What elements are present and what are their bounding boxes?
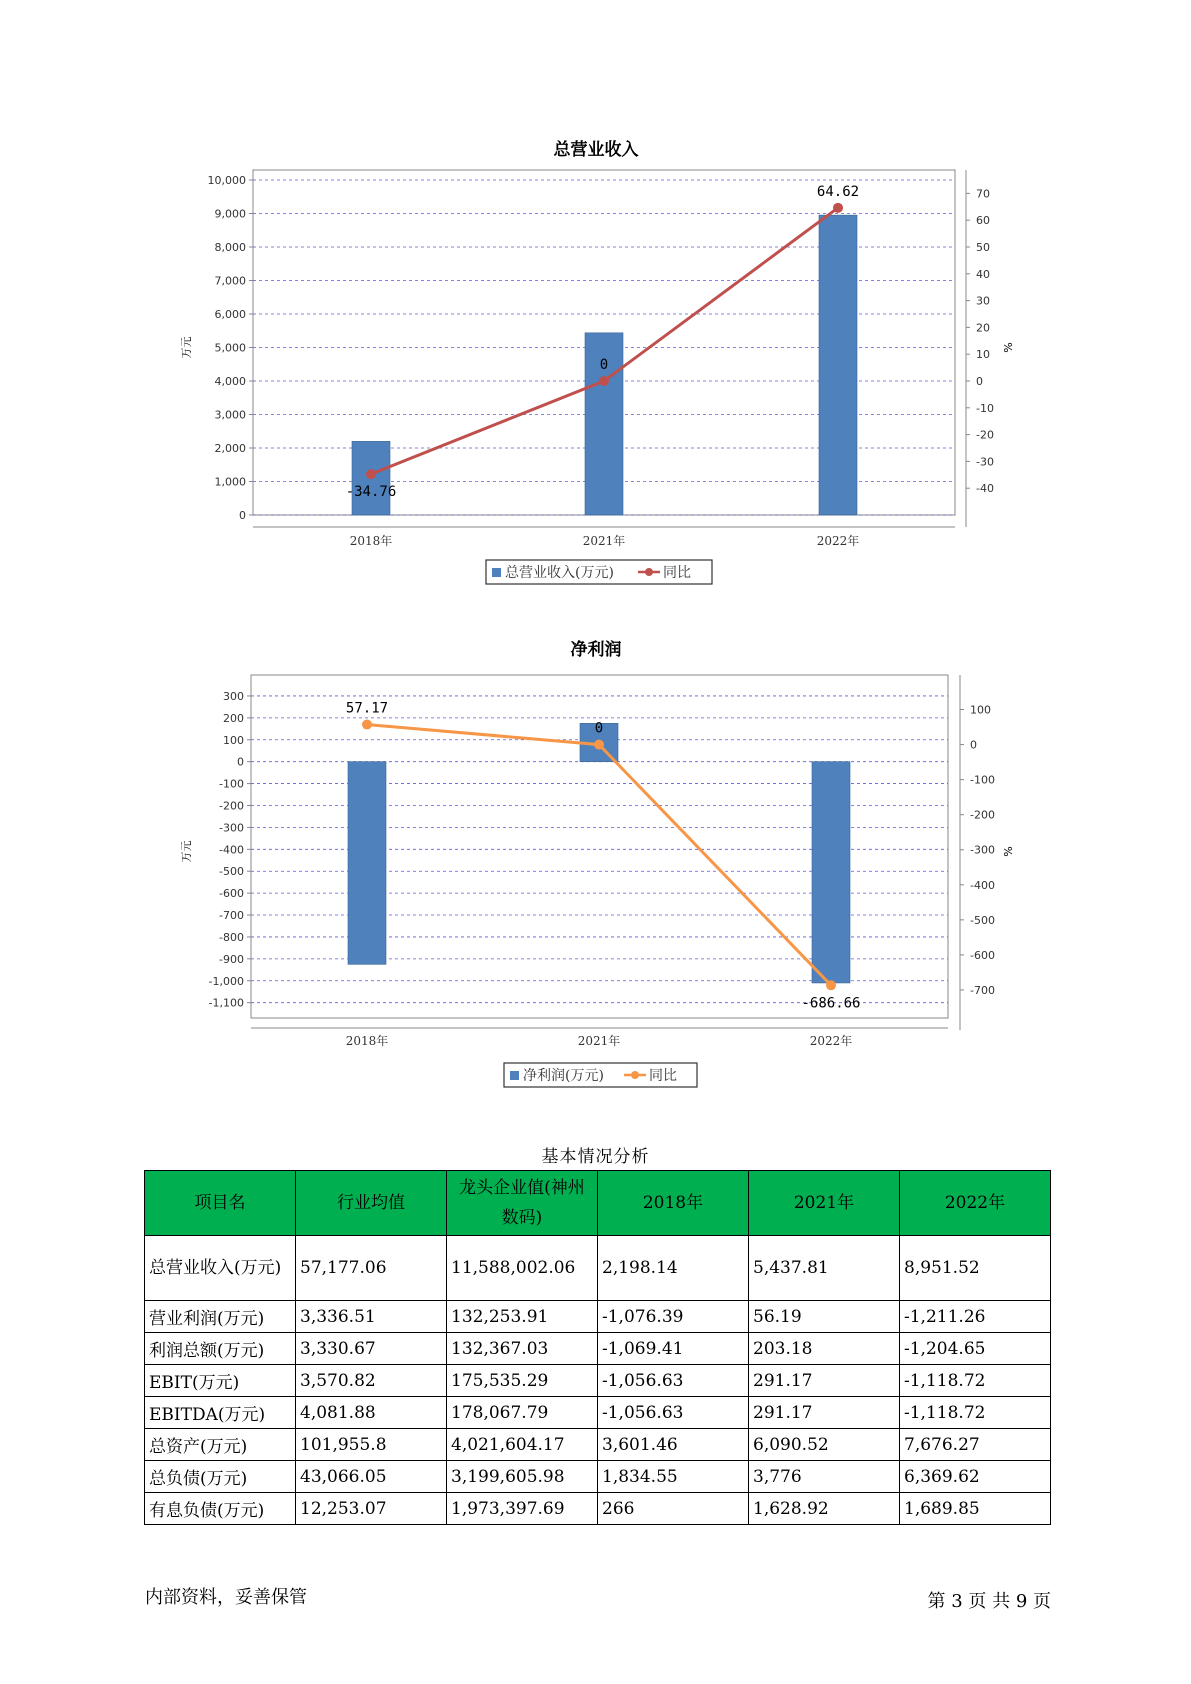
y2-tick-label: -500 — [970, 913, 995, 927]
line-point — [599, 376, 609, 386]
table-cell: 7,676.27 — [900, 1429, 1051, 1461]
y-tick-label: -100 — [219, 777, 244, 791]
legend-bar-swatch — [492, 568, 501, 577]
table-cell: 11,588,002.06 — [447, 1236, 598, 1301]
data-label: 64.62 — [816, 183, 860, 200]
table-cell: 3,330.67 — [296, 1333, 447, 1365]
y-tick-label: -600 — [219, 887, 244, 901]
legend-line-label: 同比 — [649, 1068, 677, 1084]
table-cell: 1,973,397.69 — [447, 1493, 598, 1525]
table-cell: 3,336.51 — [296, 1301, 447, 1333]
table-cell: 利润总额(万元) — [145, 1333, 296, 1365]
table-cell: 101,955.8 — [296, 1429, 447, 1461]
y2-tick-label: 70 — [976, 187, 990, 201]
x-tick-label: 2021年 — [582, 534, 626, 548]
line-point — [366, 469, 376, 479]
data-label: 57.17 — [345, 700, 389, 717]
header-industry-avg: 行业均值 — [296, 1171, 447, 1236]
y-tick-label: 100 — [223, 733, 244, 747]
data-label: -34.76 — [345, 484, 397, 501]
table-cell: 291.17 — [749, 1365, 900, 1397]
table-cell: -1,069.41 — [598, 1333, 749, 1365]
chart-svg — [0, 630, 1191, 1090]
chart-legend — [486, 560, 712, 584]
footer-page-number: 第 3 页 共 9 页 — [927, 1591, 1051, 1612]
legend-line-marker — [645, 568, 653, 576]
y2-tick-label: -700 — [970, 983, 995, 997]
y2-tick-label: -30 — [976, 455, 994, 469]
table-row — [145, 1461, 1051, 1493]
y-tick-label: 3,000 — [214, 408, 246, 422]
table-cell: 5,437.81 — [749, 1236, 900, 1301]
table-row — [145, 1365, 1051, 1397]
table-cell: 291.17 — [749, 1397, 900, 1429]
header-item-name: 项目名 — [145, 1171, 296, 1236]
y2-axis-label: % — [1001, 846, 1014, 857]
table-cell: 3,601.46 — [598, 1429, 749, 1461]
line-point — [833, 203, 843, 213]
table-cell: 6,369.62 — [900, 1461, 1051, 1493]
table-cell: 132,253.91 — [447, 1301, 598, 1333]
y-tick-label: 5,000 — [214, 341, 246, 355]
chart-svg — [0, 130, 1191, 600]
net-profit-chart — [0, 630, 1191, 1090]
y-tick-label: 2,000 — [214, 442, 246, 455]
y2-tick-label: 0 — [976, 375, 983, 388]
basic-info-table — [144, 1170, 1051, 1525]
chart-legend — [504, 1063, 697, 1087]
table-cell: 56.19 — [749, 1301, 900, 1333]
header-2021: 2021年 — [749, 1171, 900, 1236]
table-row — [145, 1493, 1051, 1525]
y-tick-label: -1,100 — [208, 996, 244, 1010]
y-tick-label: -500 — [219, 865, 244, 879]
data-label: -686.66 — [801, 995, 861, 1012]
table-cell: -1,118.72 — [900, 1397, 1051, 1429]
table-cell: 57,177.06 — [296, 1236, 447, 1301]
table-row — [145, 1429, 1051, 1461]
table-cell: -1,211.26 — [900, 1301, 1051, 1333]
bar — [812, 762, 850, 983]
table-row — [145, 1397, 1051, 1429]
y-tick-label: 7,000 — [214, 274, 246, 288]
legend-line-label: 同比 — [663, 565, 691, 581]
y-tick-label: -1,000 — [208, 974, 244, 988]
y-tick-label: 10,000 — [207, 174, 246, 187]
y-tick-label: 6,000 — [214, 308, 246, 321]
table-row — [145, 1333, 1051, 1365]
y2-tick-label: 100 — [970, 703, 991, 717]
y2-tick-label: 20 — [976, 321, 990, 335]
line-point — [362, 720, 372, 730]
table-cell: 营业利润(万元) — [145, 1301, 296, 1333]
x-tick-label: 2022年 — [809, 1034, 853, 1048]
y-tick-label: -200 — [219, 799, 244, 813]
line-point — [594, 740, 604, 750]
table-cell: 3,199,605.98 — [447, 1461, 598, 1493]
y2-tick-label: 10 — [976, 348, 990, 362]
table-cell: 203.18 — [749, 1333, 900, 1365]
x-tick-label: 2018年 — [345, 1034, 389, 1048]
data-label: 0 — [594, 720, 604, 737]
table-cell: 6,090.52 — [749, 1429, 900, 1461]
table-cell: 4,081.88 — [296, 1397, 447, 1429]
table-cell: -1,204.65 — [900, 1333, 1051, 1365]
table-cell: -1,056.63 — [598, 1365, 749, 1397]
y-tick-label: 200 — [223, 711, 244, 725]
y2-tick-label: 60 — [976, 214, 990, 228]
y2-tick-label: -100 — [970, 773, 995, 787]
y2-tick-label: 0 — [970, 738, 977, 752]
y-tick-label: 0 — [239, 509, 246, 522]
table-cell: 175,535.29 — [447, 1365, 598, 1397]
table-cell: 3,776 — [749, 1461, 900, 1493]
table-cell: 3,570.82 — [296, 1365, 447, 1397]
y-tick-label: -900 — [219, 952, 244, 966]
y2-tick-label: -40 — [976, 482, 994, 496]
legend-line-marker — [631, 1071, 639, 1079]
table-cell: 有息负债(万元) — [145, 1493, 296, 1525]
table-cell: EBIT(万元) — [145, 1365, 296, 1397]
bar — [348, 762, 386, 965]
y-tick-label: 8,000 — [214, 241, 246, 254]
table-cell: 2,198.14 — [598, 1236, 749, 1301]
header-leader-value: 龙头企业值(神州数码) — [447, 1171, 598, 1236]
y2-tick-label: 40 — [976, 267, 990, 281]
table-cell: 132,367.03 — [447, 1333, 598, 1365]
table-cell: 总负债(万元) — [145, 1461, 296, 1493]
y2-tick-label: -400 — [970, 878, 995, 892]
y2-tick-label: 30 — [976, 294, 990, 308]
table-header-row — [145, 1171, 1051, 1236]
y2-axis-label: % — [1001, 342, 1014, 353]
y-tick-label: -400 — [219, 843, 244, 857]
table-cell: 1,689.85 — [900, 1493, 1051, 1525]
table-cell: -1,056.63 — [598, 1397, 749, 1429]
table-cell: -1,076.39 — [598, 1301, 749, 1333]
table-cell: 4,021,604.17 — [447, 1429, 598, 1461]
y-tick-label: 0 — [237, 755, 244, 769]
table-cell: 178,067.79 — [447, 1397, 598, 1429]
header-2018: 2018年 — [598, 1171, 749, 1236]
y2-tick-label: -300 — [970, 843, 995, 857]
chart-title: 总营业收入 — [553, 140, 639, 160]
data-label: 0 — [599, 357, 609, 373]
y2-tick-label: -600 — [970, 948, 995, 962]
table-cell: 1,834.55 — [598, 1461, 749, 1493]
y-tick-label: -700 — [219, 909, 244, 923]
y2-tick-label: -200 — [970, 808, 995, 822]
header-2022: 2022年 — [900, 1171, 1051, 1236]
y2-tick-label: -20 — [976, 428, 994, 442]
table-cell: 43,066.05 — [296, 1461, 447, 1493]
legend-bar-label: 总营业收入(万元) — [505, 565, 614, 581]
y-tick-label: -800 — [219, 930, 244, 944]
table-caption: 基本情况分析 — [541, 1147, 650, 1167]
table-cell: 总资产(万元) — [145, 1429, 296, 1461]
table-cell: 266 — [598, 1493, 749, 1525]
y-tick-label: 4,000 — [214, 375, 246, 388]
x-tick-label: 2021年 — [577, 1034, 621, 1048]
y-tick-label: 300 — [223, 689, 244, 703]
bar — [819, 215, 857, 515]
table-cell: EBITDA(万元) — [145, 1397, 296, 1429]
y-tick-label: 1,000 — [214, 475, 246, 489]
revenue-chart — [0, 130, 1191, 600]
y-axis-label: 万元 — [180, 840, 193, 863]
y2-tick-label: -10 — [976, 401, 994, 415]
x-tick-label: 2022年 — [816, 534, 860, 548]
table-cell: 总营业收入(万元) — [145, 1236, 296, 1301]
table-cell: 8,951.52 — [900, 1236, 1051, 1301]
chart-title: 净利润 — [570, 640, 622, 660]
x-tick-label: 2018年 — [349, 534, 393, 548]
y-axis-label: 万元 — [180, 336, 193, 359]
y-tick-label: 9,000 — [214, 207, 246, 221]
y-tick-label: -300 — [219, 821, 244, 835]
legend-bar-label: 净利润(万元) — [523, 1068, 604, 1084]
table-cell: 12,253.07 — [296, 1493, 447, 1525]
legend-bar-swatch — [510, 1071, 519, 1080]
line-point — [826, 980, 836, 990]
table-row — [145, 1301, 1051, 1333]
y2-tick-label: 50 — [976, 241, 990, 254]
table-cell: -1,118.72 — [900, 1365, 1051, 1397]
table-cell: 1,628.92 — [749, 1493, 900, 1525]
table-row — [145, 1236, 1051, 1301]
footer-confidential-note: 内部资料，妥善保管 — [145, 1587, 307, 1608]
